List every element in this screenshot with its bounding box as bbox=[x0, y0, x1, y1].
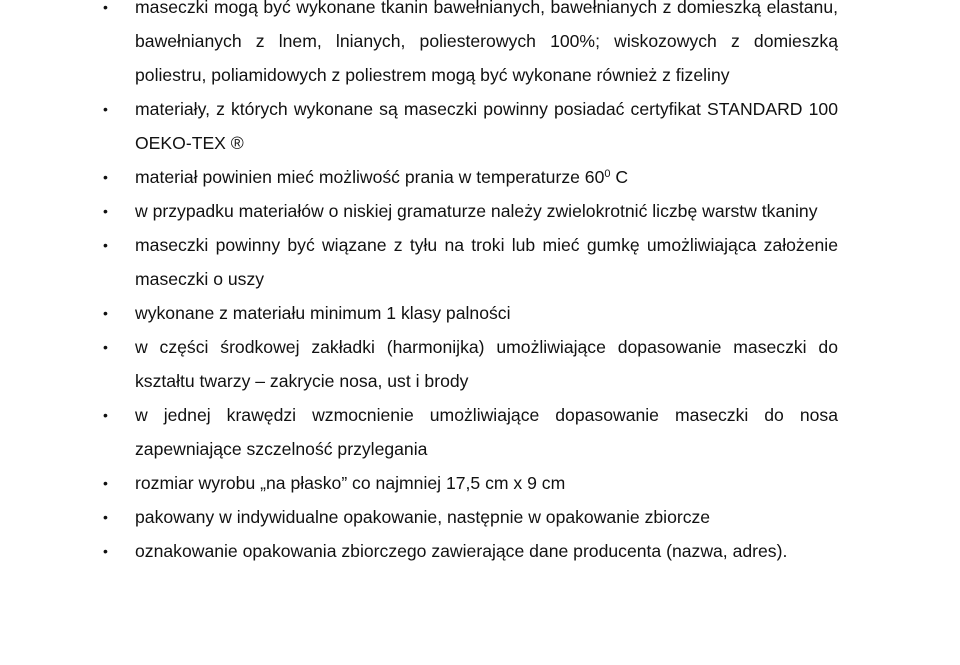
list-item-text-unit: C bbox=[610, 167, 629, 187]
list-item bbox=[0, 296, 838, 330]
bullet-icon: • bbox=[103, 203, 108, 219]
list-item bbox=[0, 160, 838, 194]
bullet-icon: • bbox=[103, 305, 108, 321]
list-item-text: w części środkowej zakładki (harmonijka) umożliwiające dopasowanie maseczki do kształtu twarzy – zakrycie nosa, ust i brody bbox=[135, 337, 838, 391]
list-item bbox=[0, 500, 838, 534]
bullet-icon: • bbox=[103, 509, 108, 525]
list-item-text bbox=[135, 167, 628, 187]
list-item bbox=[0, 194, 838, 228]
superscript-degree: 0 bbox=[604, 168, 611, 180]
list-item bbox=[0, 398, 838, 466]
list-item-text: pakowany w indywidualne opakowanie, następnie w opakowanie zbiorcze bbox=[135, 507, 711, 527]
list-item-text: maseczki mogą być wykonane tkanin bawełnianych, bawełnianych z domieszką elastanu, bawełnianych z lnem, lnianych, poliesterowych 100%; wiskozowych z domieszką poliestru, poliamidowych z poliestrem mogą być wykonane również z fizeliny bbox=[135, 0, 838, 85]
bullet-icon: • bbox=[103, 339, 108, 355]
bullet-icon: • bbox=[103, 543, 108, 559]
list-item bbox=[0, 466, 838, 500]
list-item-text-main: materiał powinien mieć możliwość prania w temperaturze 60 bbox=[135, 167, 605, 187]
bullet-icon: • bbox=[103, 169, 108, 185]
bullet-icon: • bbox=[103, 0, 108, 15]
list-item-text: oznakowanie opakowania zbiorczego zawierające dane producenta (nazwa, adres). bbox=[135, 541, 788, 561]
list-item-text: rozmiar wyrobu „na płasko” co najmniej 17,5 cm x 9 cm bbox=[135, 473, 566, 493]
list-item bbox=[0, 92, 838, 160]
bullet-icon: • bbox=[103, 101, 108, 117]
bullet-icon: • bbox=[103, 237, 108, 253]
bullet-icon: • bbox=[103, 475, 108, 491]
list-item bbox=[0, 228, 838, 296]
list-item bbox=[0, 534, 838, 568]
list-item bbox=[0, 330, 838, 398]
list-item-text: w jednej krawędzi wzmocnienie umożliwiające dopasowanie maseczki do nosa zapewniające szczelność przylegania bbox=[135, 405, 838, 459]
list-item-text: materiały, z których wykonane są maseczki powinny posiadać certyfikat STANDARD 100 OEKO-TEX ® bbox=[135, 99, 838, 153]
list-item-text: wykonane z materiału minimum 1 klasy palności bbox=[135, 303, 511, 323]
list-item-text: w przypadku materiałów o niskiej gramaturze należy zwielokrotnić liczbę warstw tkaniny bbox=[135, 201, 818, 221]
bullet-icon: • bbox=[103, 407, 108, 423]
list-item bbox=[0, 0, 838, 92]
list-item-text: maseczki powinny być wiązane z tyłu na troki lub mieć gumkę umożliwiająca założenie maseczki o uszy bbox=[135, 235, 838, 289]
